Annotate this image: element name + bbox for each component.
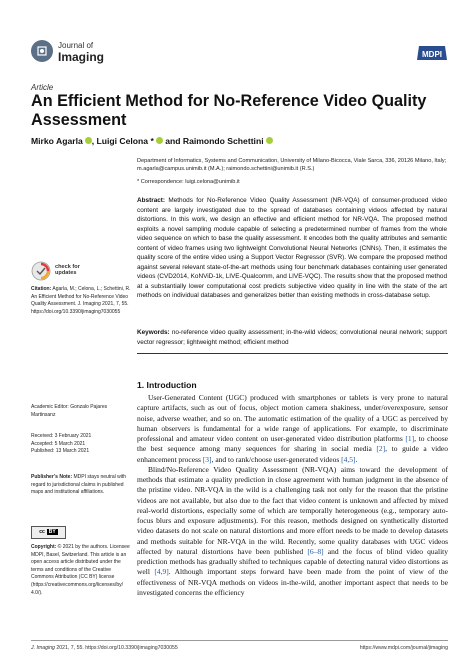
mdpi-logo[interactable]: [415, 44, 449, 67]
footer-divider: [31, 640, 448, 641]
citation-ref[interactable]: [2]: [376, 444, 386, 454]
citation-text: Agarla, M.; Celona, L.; Schettini, R. An Efficient Method for No-Reference Video Quality Assessment. J. Imaging 2021, 7, 55.: [31, 286, 131, 308]
citation-ref[interactable]: [6–8]: [307, 546, 324, 556]
pubnote-label: Publisher’s Note:: [31, 474, 73, 480]
author-list: [31, 136, 273, 146]
citation-link[interactable]: https://doi.org/10.3390/jimaging7030055: [31, 308, 121, 315]
author-joiner: ,: [91, 136, 97, 146]
editor-name: Gonzalo Pajares Martinsanz: [31, 404, 108, 418]
keywords-text: no-reference video quality assessment; in-the-wild videos; convolutional neural network; support vector regressor; lightweight method; efficient method: [137, 329, 447, 346]
citation-label: Citation:: [31, 286, 52, 292]
text-run: . Although important steps forward have been made from the point of view of the effectiveness of NR-VQA methods on videos in-the-wild, another important aspect that needs to be investigated concerns the efficiency: [137, 567, 448, 597]
abstract: [137, 196, 447, 301]
copyright-label: Copyright:: [31, 544, 57, 550]
cc-by-label: BY: [48, 529, 56, 535]
orcid-icon[interactable]: [156, 137, 163, 144]
author-name[interactable]: Luigi Celona: [96, 136, 149, 146]
accepted-date: Accepted: 5 March 2021: [31, 440, 86, 447]
received-date: Received: 3 February 2021: [31, 433, 92, 439]
text-run: .: [355, 454, 358, 464]
mdpi-logo-text: MDPI: [422, 50, 442, 59]
text-run: Blind/No-Reference Video Quality Assessment (NR-VQA) aims toward the development of methods that estimate a quality prediction in close agreement with human judgment in the absence of the pristine video. NR-VQA in the wild is a challenging task not only for the reason that the pristine videos are not available, but also due to the fact that video content is unknown and affected by mixed real-world distortions, especially some of which are temporally heterogeneous (e.g., temporary auto-focus blurs and exposure adjustments). For this reason, methods designed on synthetically distorted video datasets do not scale on natural distortions and more effort needs to be made to develop datasets and methods suitable for NR-VQA in the wild. Recently, some quality databases with UGC videos affected by natural distortions have been published: [137, 464, 448, 556]
dates: [31, 433, 131, 456]
abstract-label: Abstract:: [137, 197, 166, 204]
divider: [137, 353, 448, 354]
editor-label: Academic Editor:: [31, 404, 69, 410]
text-run: , to choose the best sequence among many sequences for sharing in social media: [137, 434, 448, 454]
keywords-label: Keywords:: [137, 329, 170, 336]
footer-journal-url[interactable]: https://www.mdpi.com/journal/jimaging: [359, 645, 448, 651]
correspondence: * Correspondence: luigi.celona@unimib.it: [137, 179, 240, 185]
check-for-updates-icon[interactable]: [31, 261, 51, 281]
text-run: , to guide a video enhancement process: [137, 444, 448, 464]
check-updates-line: check for: [55, 264, 80, 270]
author-name[interactable]: Raimondo Schettini: [182, 136, 264, 146]
corresponding-mark: *: [150, 136, 154, 146]
footer-citation: [31, 645, 178, 651]
footer-journal: J. Imaging: [31, 645, 55, 651]
author-name[interactable]: Mirko Agarla: [31, 136, 83, 146]
body-text: [137, 393, 448, 598]
citation-ref[interactable]: [4,9]: [154, 567, 169, 577]
orcid-icon[interactable]: [266, 137, 273, 144]
orcid-icon[interactable]: [85, 137, 92, 144]
citation: [31, 286, 131, 316]
affiliation: Department of Informatics, Systems and Communication, University of Milano-Bicocca, Viale Sarca, 336, 20126 Milano, Italy; m.agarla@campus.unimib.it (M.A.); raimondo.schettini@unimib.it (R.S.): [137, 158, 447, 172]
keywords: [137, 328, 447, 347]
paragraph: [137, 465, 448, 598]
cc-license-badge[interactable]: [31, 526, 66, 539]
published-date: Published: 13 March 2021: [31, 448, 90, 455]
cc-badge-label: cc: [39, 529, 45, 535]
paragraph: [137, 393, 448, 465]
page-title: An Efficient Method for No-Reference Video Quality Assessment: [31, 92, 427, 129]
journal-of-label: Journal of: [58, 41, 94, 50]
section-heading: 1. Introduction: [137, 380, 197, 390]
citation-ref[interactable]: [4,5]: [341, 454, 356, 464]
citation-ref[interactable]: [3]: [202, 454, 212, 464]
author-joiner: and: [162, 136, 183, 146]
check-updates-label[interactable]: [55, 264, 80, 276]
license-link[interactable]: creativecommons.org/licenses/by/ 4.0/).: [31, 581, 123, 596]
text-run: , and to rank/choose user-generated videos: [211, 454, 342, 464]
copyright: [31, 544, 131, 597]
journal-name: Imaging: [58, 50, 105, 64]
article-type: Article: [31, 83, 54, 92]
journal-logo-icon: [31, 40, 53, 62]
check-updates-line: updates: [55, 270, 77, 277]
abstract-text: Methods for No-Reference Video Quality Assessment (NR-VQA) of consumer-produced video content are largely investigated due to the spread of databases containing videos affected by natural distortions. In this work, we design an effective and efficient method for NR-VQA. The proposed method exploits a novel sampling module capable of selecting a predetermined number of frames from the whole video sequence on which to base the quality assessment. It encodes both the quality attributes and semantic content of video frames using two lightweight Convolutional Neural Networks (CNNs). Then, it estimates the quality score of the entire video using a Support Vector Regressor (SVR). We compare the proposed method against several relevant state-of-the-art methods using four benchmark databases containing user generated videos (CVD2014, KoNViD-1k, LIVE-Qualcomm, and LIVE-VQC). The results show that the proposed method at a substantially lower computational cost predicts subjective video quality in line with the state of the art methods on individual databases and generalizes better than existing methods in cross-database setup.: [137, 197, 447, 299]
pubnote-text: MDPI stays neutral with regard to jurisdictional claims in published maps and institutional affiliations.: [31, 474, 127, 496]
publisher-note: [31, 474, 131, 497]
text-run: User-Generated Content (UGC) produced with smartphones or tablets is very prone to natural capture artifacts, such as out of focus, object motion camera shakiness, under/overexposure, sensor noise, adverse weather, and so on. The automatic estimation of the quality of a UGC as perceived by human observers is fundamental for a wide range of applications. For example, to discriminate professional and amateur video content on user-generated video distribution platforms: [137, 393, 448, 443]
academic-editor: [31, 404, 131, 419]
text-run: and the focus of blind video quality prediction methods has gradually shifted to techniques capable of detecting natural video distortions as well: [137, 546, 448, 577]
copyright-text: © 2021 by the authors. Licensee MDPI, Basel, Switzerland. This article is an open access article distributed under the terms and conditions of the Creative Commons Attribution (CC BY) license (https://: [31, 544, 130, 588]
citation-ref[interactable]: [1]: [405, 434, 415, 443]
footer-doi[interactable]: 2021, 7, 55. https://doi.org/10.3390/jimaging7030055: [54, 645, 178, 651]
